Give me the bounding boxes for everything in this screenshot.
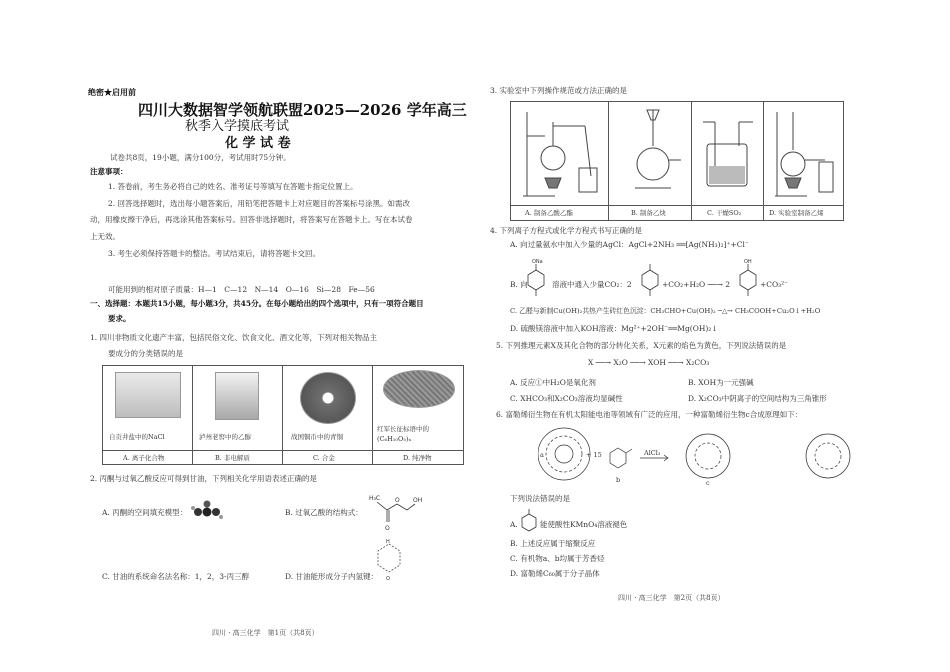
notice-2-line2: 动，用橡皮擦干净后，再选涂其他答案标号。回答非选择题时，将答案写在答题卡上。写在本试卷 bbox=[90, 215, 413, 224]
q3-apparatus-table bbox=[510, 101, 844, 221]
sodium-phenoxide-icon-2 bbox=[640, 258, 660, 298]
ethyl-acetate-apparatus-icon bbox=[515, 106, 605, 202]
q4-option-d: D. 硫酸镁溶液中加入KOH溶液：Mg²⁺+2OH⁻══Mg(OH)₂↓ bbox=[510, 324, 718, 333]
q3-option-b: B. 制备乙炔 bbox=[631, 209, 666, 217]
q2-option-d: D. 甘油能形成分子内氢键： bbox=[285, 572, 379, 581]
q3-option-a: A. 制备乙酸乙酯 bbox=[525, 209, 573, 217]
acetylene-apparatus-icon bbox=[621, 106, 685, 202]
q1-option-c: C. 合金 bbox=[313, 454, 335, 462]
q5-option-a: A. 反应①中H₂O是氧化剂 bbox=[510, 378, 596, 387]
q1-option-a: A. 离子化合物 bbox=[123, 454, 165, 462]
svg-text:O: O bbox=[386, 576, 390, 582]
svg-text:H: H bbox=[386, 539, 390, 545]
q1-caption-d: 红军长征标语中的(C₆H₁₀O₅)ₙ bbox=[377, 425, 429, 443]
q3-stem: 3. 实验室中下列操作规范或方法正确的是 bbox=[490, 86, 628, 95]
q5-stem: 5. 下列推理元素X及其化合物的部分转化关系，X元素的焰色为黄色，下列说法错误的是 bbox=[496, 341, 787, 350]
q5-option-c: C. XHCO₃和X₂CO₃溶液均显碱性 bbox=[510, 394, 623, 403]
bronze-coin-photo bbox=[300, 372, 356, 424]
q2-option-b: B. 过氧乙酸的结构式： bbox=[285, 508, 363, 517]
q6-option-b: B. 上述反应属于缩聚反应 bbox=[510, 539, 596, 548]
secret-label: 绝密★启用前 bbox=[88, 87, 136, 97]
q1-table bbox=[102, 365, 464, 465]
svg-text:O: O bbox=[395, 497, 400, 504]
q6-option-a-pre: A. bbox=[510, 520, 518, 529]
ethylene-apparatus-icon bbox=[767, 106, 839, 202]
q6-condition: AlCl₃ bbox=[644, 449, 661, 457]
q3-option-d: D. 实验室制备乙烯 bbox=[769, 209, 824, 217]
notice-3: 3. 考生必须保持答题卡的整洁。考试结束后，请将答题卡交回。 bbox=[108, 249, 321, 258]
cresol-icon bbox=[738, 258, 758, 298]
q4-option-c: C. 乙醛与新制Cu(OH)₂共热产生砖红色沉淀：CH₃CHO+Cu(OH)₂ ─△→ CH₃COOH+Cu₂O↓+H₂O bbox=[510, 307, 821, 315]
q6-ask: 下列说法错误的是 bbox=[510, 494, 570, 503]
q1-line2: 要成分的分类错误的是 bbox=[108, 349, 183, 358]
peracetic-acid-structure-icon bbox=[365, 488, 425, 534]
page-2-footer: 四川 · 高三化学 第2页（共8页） bbox=[618, 594, 725, 602]
q6-option-c: C. 有机物a、b均属于芳香烃 bbox=[510, 554, 605, 563]
page-1-footer: 四川 · 高三化学 第1页（共8页） bbox=[212, 629, 319, 637]
q5-scheme: X ──→ X₂O ──→ XOH ──→ X₂CO₃ bbox=[588, 358, 710, 367]
q1-caption-b: 泸州老窖中的乙醇 bbox=[199, 433, 251, 441]
q6-option-d: D. 富勒烯C₆₀属于分子晶体 bbox=[510, 569, 600, 578]
slogan-fabric-photo bbox=[383, 370, 455, 408]
q2-option-c: C. 甘油的系统命名法名称：1，2，3-丙三醇 bbox=[102, 572, 250, 581]
q4-option-b-post: +CO₂+H₂O ──→ 2 bbox=[662, 280, 731, 289]
q3-option-c: C. 干燥SO₂ bbox=[707, 209, 742, 217]
q1-line1: 1. 四川非物质文化遗产丰富，包括民俗文化、饮食文化、酒文化等，下列对相关物品主 bbox=[90, 333, 378, 342]
so2-drying-bottle-icon bbox=[697, 116, 759, 196]
q4-option-b-mid: 溶液中通入少量CO₂：2 bbox=[552, 280, 632, 289]
q4-option-a: A. 向过量氨水中加入少量的AgCl：AgCl+2NH₃ ══[Ag(NH₃)₂]⁺+Cl⁻ bbox=[510, 240, 749, 249]
acetone-model-icon bbox=[190, 500, 224, 524]
glycerol-hbond-icon bbox=[372, 538, 406, 584]
svg-text:ONa: ONa bbox=[532, 259, 543, 265]
exam-subtitle: 秋季入学摸底考试 bbox=[185, 119, 290, 134]
q6-label-c: c bbox=[706, 479, 710, 487]
svg-text:O: O bbox=[385, 525, 390, 532]
toluene-icon bbox=[520, 508, 538, 536]
section-1-line2: 要求。 bbox=[108, 314, 131, 323]
q5-option-b: B. XOH为一元强碱 bbox=[688, 378, 754, 387]
section-1-line1: 一、选择题：本题共15小题，每小题3分，共45分。在每小题给出的四个选项中，只有一项符合题目 bbox=[90, 299, 424, 308]
svg-text:OH: OH bbox=[413, 497, 423, 504]
q6-option-a-post: 能使酸性KMnO₄溶液褪色 bbox=[540, 520, 628, 529]
exam-info: 试卷共8页，19小题，满分100分，考试用时75分钟。 bbox=[110, 153, 291, 162]
q1-caption-c: 战国铜币中的青铜 bbox=[291, 433, 343, 441]
q4-option-b-end: +CO₃²⁻ bbox=[760, 280, 789, 289]
liquor-glass-photo bbox=[215, 372, 259, 420]
exam-title: 四川大数据智学领航联盟2025—2026 学年高三 bbox=[138, 101, 467, 119]
notice-1: 1. 答卷前，考生务必将自己的姓名、准考证号等填写在答题卡指定位置上。 bbox=[108, 182, 358, 191]
notice-2-line3: 上无效。 bbox=[90, 232, 120, 241]
salt-photo bbox=[115, 372, 181, 418]
notice-2-line1: 2. 回答选择题时，选出每小题答案后，用铅笔把答题卡上对应题目的答案标号涂黑。如需改 bbox=[108, 199, 411, 208]
q4-option-b-pre: B. 向 bbox=[510, 280, 528, 289]
atomic-masses: 可能用到的相对原子质量：H—1 C—12 N—14 O—16 Si—28 Fe—56 bbox=[108, 285, 375, 294]
paper-title: 化 学 试 卷 bbox=[225, 136, 291, 151]
q6-label-a: a bbox=[540, 451, 544, 459]
svg-text:H₃C: H₃C bbox=[369, 495, 381, 502]
q2-stem: 2. 丙酮与过氧乙酸反应可得到甘油，下列相关化学用语表述正确的是 bbox=[90, 474, 318, 483]
q1-option-d: D. 纯净物 bbox=[403, 454, 432, 462]
sodium-phenoxide-icon bbox=[526, 258, 546, 298]
q1-option-b: B. 非电解质 bbox=[215, 454, 250, 462]
svg-text:OH: OH bbox=[744, 259, 752, 265]
notice-heading: 注意事项： bbox=[90, 167, 128, 176]
q6-plus: + 15 bbox=[586, 451, 602, 459]
q4-stem: 4. 下列离子方程式或化学方程式书写正确的是 bbox=[490, 226, 643, 235]
q6-label-b: b bbox=[616, 476, 621, 484]
q6-stem: 6. 富勒烯衍生物在有机太阳能电池等领域有广泛的应用，一种富勒烯衍生物c合成原理如下： bbox=[496, 410, 803, 419]
q1-caption-a: 自贡井盐中的NaCl bbox=[109, 433, 165, 441]
q5-option-d: D. X₂CO₃中阴离子的空间结构为三角锥形 bbox=[688, 394, 827, 403]
page-2 bbox=[478, 0, 950, 672]
q2-option-a: A. 丙酮的空间填充模型： bbox=[102, 508, 188, 517]
